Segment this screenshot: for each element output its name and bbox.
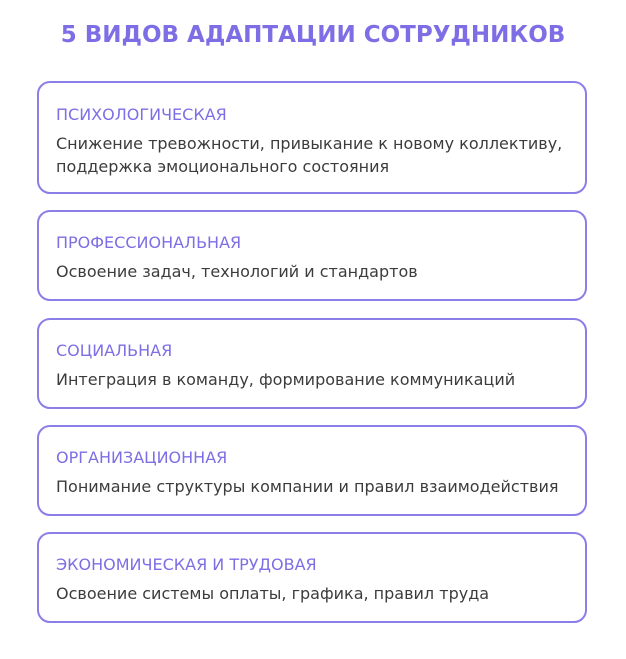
card-economic: [37, 532, 587, 623]
card-text-line: поддержка эмоционального состояния: [56, 157, 390, 176]
card-text-line: Освоение системы оплаты, графика, правил труда: [56, 584, 490, 603]
card-text-line: Освоение задач, технологий и стандартов: [56, 262, 418, 281]
card-psychological: [37, 81, 587, 194]
card-heading: ПСИХОЛОГИЧЕСКАЯ: [56, 105, 227, 124]
card-professional: [37, 210, 587, 301]
card-social: [37, 318, 587, 409]
card-text-line: Снижение тревожности, привыкание к новому коллективу,: [56, 134, 563, 153]
card-heading: ПРОФЕССИОНАЛЬНАЯ: [56, 233, 242, 252]
card-text-line: Интеграция в команду, формирование коммуникаций: [56, 370, 516, 389]
page-title: 5 ВИДОВ АДАПТАЦИИ СОТРУДНИКОВ: [60, 22, 566, 48]
card-heading: СОЦИАЛЬНАЯ: [56, 341, 173, 360]
card-heading: ОРГАНИЗАЦИОННАЯ: [56, 448, 228, 467]
card-text-line: Понимание структуры компании и правил взаимодействия: [56, 477, 559, 496]
card-heading: ЭКОНОМИЧЕСКАЯ И ТРУДОВАЯ: [56, 555, 317, 574]
card-organizational: [37, 425, 587, 516]
